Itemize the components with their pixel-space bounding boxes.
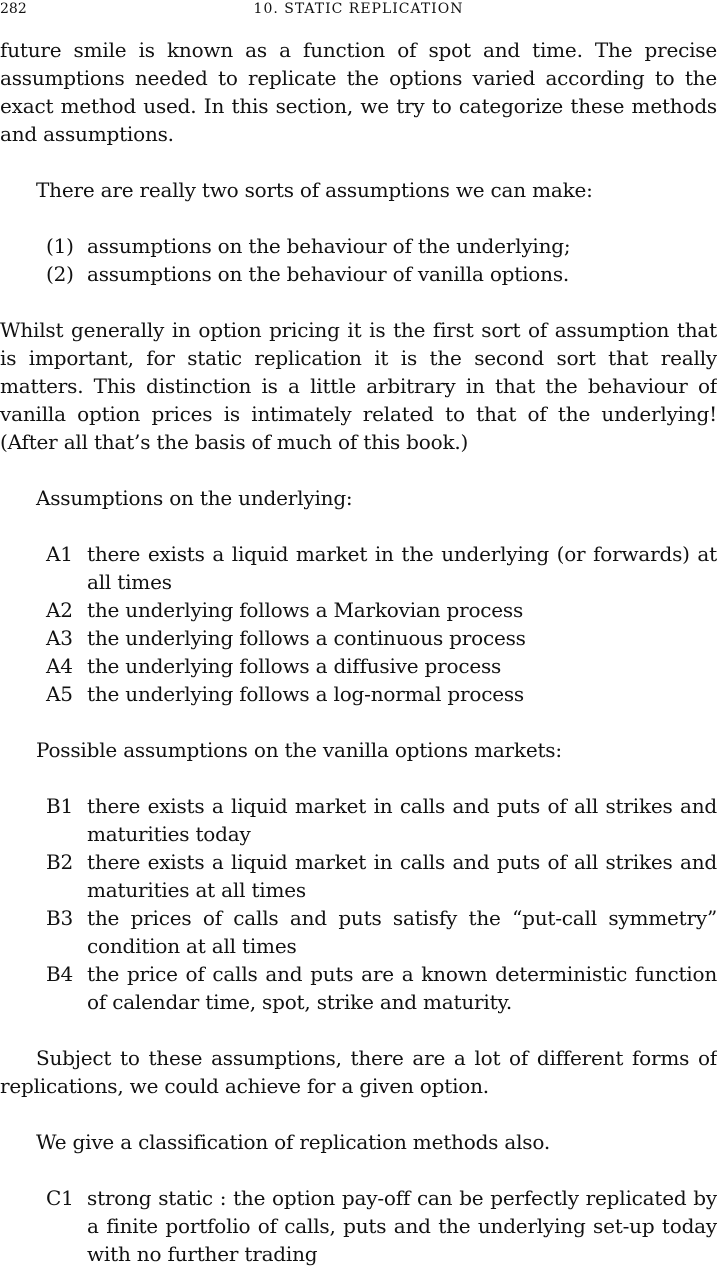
- item-label: B1: [46, 794, 74, 818]
- item-text: strong static : the option pay-off can be perfectly replicated by a finite portfolio of calls, puts and the underlying set-up today with no further trading: [87, 1186, 717, 1266]
- item-text: the underlying follows a continuous process: [87, 626, 526, 650]
- item-label: (2): [46, 262, 74, 286]
- item-text: the underlying follows a Markovian process: [87, 598, 524, 622]
- running-header: [0, 0, 717, 22]
- list-item: [0, 848, 717, 904]
- paragraph-vanilla-heading: Possible assumptions on the vanilla options markets:: [36, 738, 562, 762]
- paragraph-subject: Subject to these assumptions, there are a lot of different forms of replications, we could achieve for a given option.: [0, 1046, 717, 1098]
- paragraph-intro: future smile is known as a function of spot and time. The precise assumptions needed to replicate the options varied according to the exact method used. In this section, we try to categorize these methods and assumptions.: [0, 38, 717, 146]
- item-label: (1): [46, 234, 74, 258]
- body-text: [0, 36, 717, 1268]
- list-item: [0, 260, 717, 288]
- paragraph-classification: We give a classification of replication methods also.: [36, 1130, 551, 1154]
- list-item: [0, 652, 717, 680]
- item-text: assumptions on the behaviour of vanilla options.: [87, 262, 570, 286]
- item-label: B4: [46, 962, 74, 986]
- item-text: the price of calls and puts are a known deterministic function of calendar time, spot, strike and maturity.: [87, 962, 717, 1014]
- list-item: [0, 1184, 717, 1268]
- item-label: A5: [46, 682, 73, 706]
- chapter-title: 10. STATIC REPLICATION: [253, 1, 464, 17]
- item-text: the underlying follows a diffusive process: [87, 654, 502, 678]
- vanilla-assumptions-list: [0, 792, 717, 1016]
- list-item: [0, 904, 717, 960]
- replication-methods-list: [0, 1184, 717, 1268]
- item-text: there exists a liquid market in the underlying (or forwards) at all times: [87, 542, 717, 594]
- item-label: B3: [46, 906, 74, 930]
- sorts-list: [0, 232, 717, 288]
- list-item: [0, 540, 717, 596]
- list-item: [0, 596, 717, 624]
- paragraph-underlying-heading: Assumptions on the underlying:: [36, 486, 353, 510]
- paragraph-distinction: Whilst generally in option pricing it is the first sort of assumption that is important, for static replication it is the second sort that really matters. This distinction is a little arbitrary in that the behaviour of vanilla option prices is intimately related to that of the underlying! (After all that’s the basis of much of this book.): [0, 318, 717, 454]
- item-label: A3: [46, 626, 73, 650]
- item-text: assumptions on the behaviour of the underlying;: [87, 234, 571, 258]
- list-item: [0, 792, 717, 848]
- item-label: A4: [46, 654, 73, 678]
- list-item: [0, 232, 717, 260]
- item-label: B2: [46, 850, 74, 874]
- underlying-assumptions-list: [0, 540, 717, 708]
- item-text: there exists a liquid market in calls and puts of all strikes and maturities today: [87, 794, 717, 846]
- paragraph-sorts-intro: There are really two sorts of assumptions we can make:: [36, 178, 593, 202]
- list-item: [0, 960, 717, 1016]
- item-text: there exists a liquid market in calls and puts of all strikes and maturities at all times: [87, 850, 717, 902]
- page-number: 282: [0, 1, 27, 17]
- item-label: A2: [46, 598, 73, 622]
- list-item: [0, 624, 717, 652]
- item-text: the underlying follows a log-normal process: [87, 682, 524, 706]
- item-label: C1: [46, 1186, 74, 1210]
- item-text: the prices of calls and puts satisfy the “put-call symmetry” condition at all times: [87, 906, 717, 958]
- list-item: [0, 680, 717, 708]
- item-label: A1: [46, 542, 73, 566]
